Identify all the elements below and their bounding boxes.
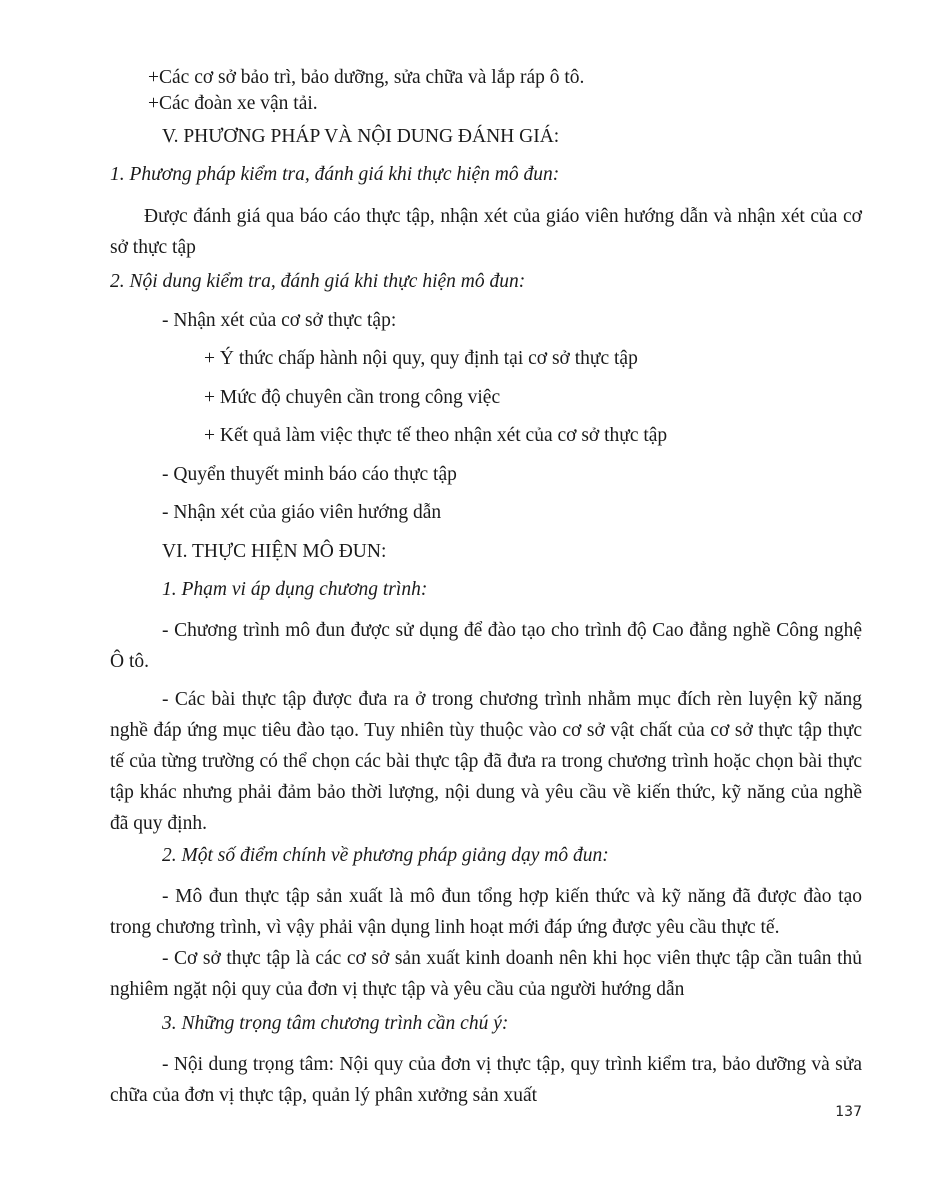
paragraph-6-2-a: - Mô đun thực tập sản xuất là mô đun tổng hợp kiến thức và kỹ năng đã được đào tạo trong chương trình, vì vậy phải vận dụng linh hoạt mới đáp ứng được yêu cầu thực tế.: [110, 886, 862, 938]
paragraph-6-1-a: - Chương trình mô đun được sử dụng để đào tạo cho trình độ Cao đẳng nghề Công nghệ Ô tô.: [110, 620, 862, 672]
list-item-facility-review: - Nhận xét của cơ sở thực tập:: [162, 310, 397, 331]
list-item-transport-fleets: +Các đoàn xe vận tải.: [148, 93, 318, 114]
paragraph-6-1-b: - Các bài thực tập được đưa ra ở trong chương trình nhằm mục đích rèn luyện kỹ năng nghề đáp ứng mục tiêu đào tạo. Tuy nhiên tùy thuộc vào cơ sở vật chất của cơ sở thực tập thực tế của từng trường có thể chọn các bài thực tập đã đưa ra trong chương trình hoặc chọn bài thực tập khác nhưng phải đảm bảo thời lượng, nội dung và yêu cầu về kiến thức, kỹ năng của nghề đã quy định.: [110, 689, 862, 834]
paragraph-6-3: - Nội dung trọng tâm: Nội quy của đơn vị thực tập, quy trình kiểm tra, bảo dưỡng và sửa chữa của đơn vị thực tập, quản lý phân xưởng sản xuất: [110, 1054, 862, 1106]
list-item-discipline: + Ý thức chấp hành nội quy, quy định tại cơ sở thực tập: [204, 348, 638, 369]
subheading-6-1: 1. Phạm vi áp dụng chương trình:: [162, 579, 428, 600]
subheading-6-2: 2. Một số điểm chính về phương pháp giảng dạy mô đun:: [162, 845, 609, 866]
list-item-instructor-review: - Nhận xét của giáo viên hướng dẫn: [162, 502, 442, 523]
subheading-5-2: 2. Nội dung kiểm tra, đánh giá khi thực hiện mô đun:: [110, 271, 526, 292]
subheading-5-1: 1. Phương pháp kiểm tra, đánh giá khi thực hiện mô đun:: [110, 164, 560, 185]
paragraph-6-2-b: - Cơ sở thực tập là các cơ sở sản xuất kinh doanh nên khi học viên thực tập cần tuân thủ nghiêm ngặt nội quy của đơn vị thực tập và yêu cầu của người hướng dẫn: [110, 948, 862, 1000]
subheading-6-3: 3. Những trọng tâm chương trình cần chú ý:: [162, 1013, 509, 1034]
list-item-report: - Quyển thuyết minh báo cáo thực tập: [162, 464, 457, 485]
section-heading-vi: VI. THỰC HIỆN MÔ ĐUN:: [162, 541, 387, 562]
page-number: 137: [835, 1104, 862, 1120]
list-item-diligence: + Mức độ chuyên cần trong công việc: [204, 387, 501, 408]
section-heading-v: V. PHƯƠNG PHÁP VÀ NỘI DUNG ĐÁNH GIÁ:: [162, 126, 560, 147]
list-item-maintenance-facilities: +Các cơ sở bảo trì, bảo dưỡng, sửa chữa và lắp ráp ô tô.: [148, 67, 585, 88]
paragraph-5-1: Được đánh giá qua báo cáo thực tập, nhận xét của giáo viên hướng dẫn và nhận xét của cơ sở thực tập: [110, 206, 862, 258]
list-item-work-results: + Kết quả làm việc thực tế theo nhận xét của cơ sở thực tập: [204, 425, 668, 446]
